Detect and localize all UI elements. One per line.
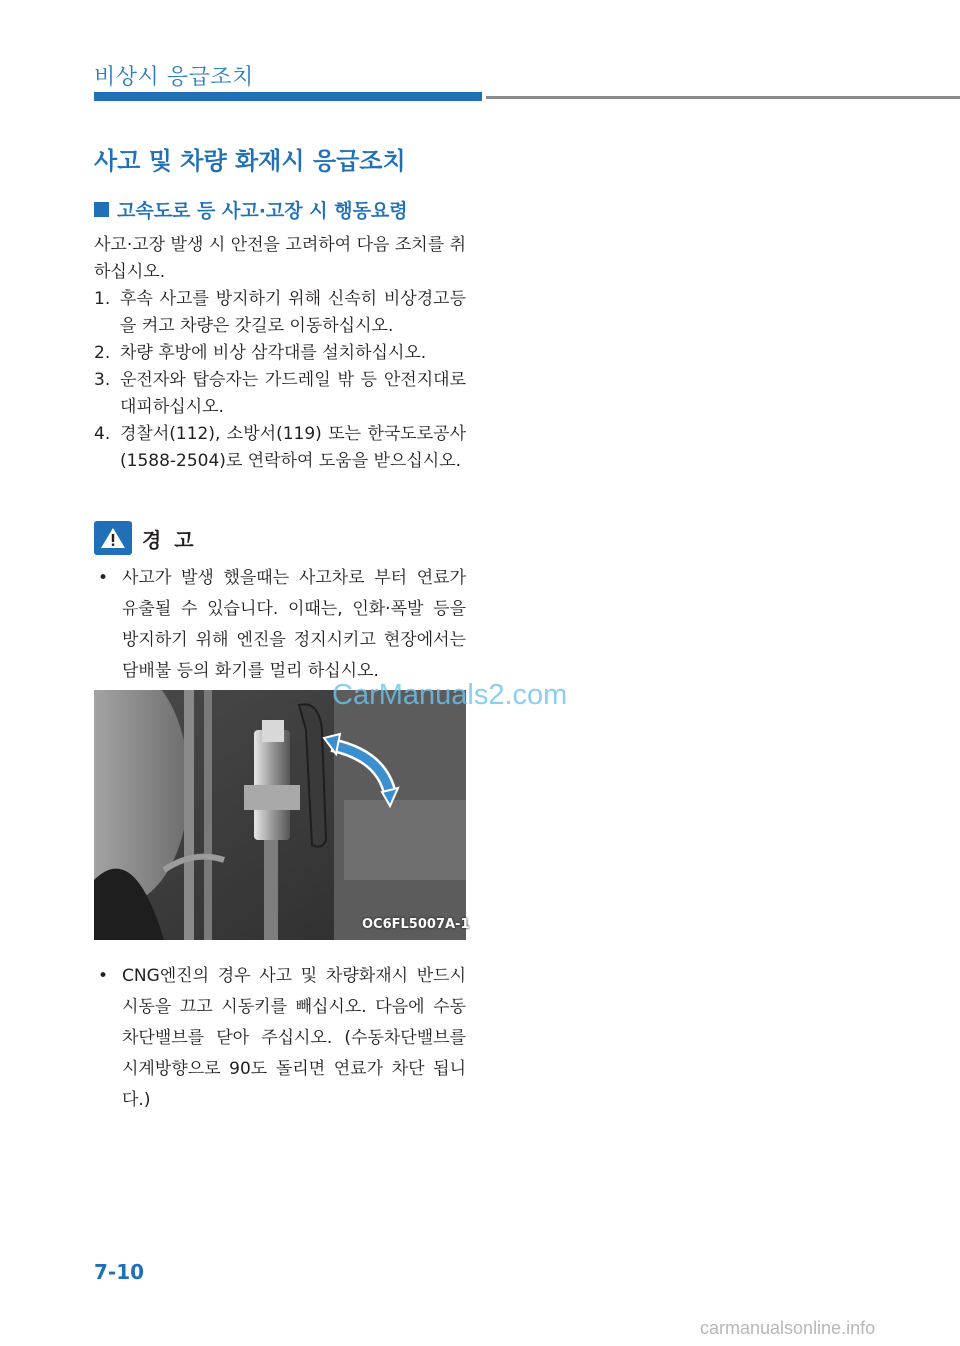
warning-heading	[94, 521, 197, 555]
warning-label: 경 고	[142, 527, 197, 552]
list-item	[94, 340, 466, 367]
list-item	[94, 961, 466, 1116]
step-number: 3.	[94, 370, 111, 390]
running-header: 비상시 응급조치	[94, 65, 254, 90]
step-text: 후속 사고를 방지하기 위해 신속히 비상경고등을 켜고 차량은 갓길로 이동하십시오.	[120, 289, 466, 336]
header-rule-gray	[486, 96, 960, 99]
step-number: 2.	[94, 343, 111, 363]
intro-paragraph: 사고·고장 발생 시 안전을 고려하여 다음 조치를 취하십시오.	[94, 235, 466, 282]
cng-bullets	[94, 961, 466, 1116]
step-number: 4.	[94, 424, 111, 444]
warning-triangle-icon	[94, 521, 132, 555]
subsection-heading	[94, 196, 408, 223]
warning-bullets	[94, 563, 466, 687]
list-item	[94, 367, 466, 421]
cng-text: CNG엔진의 경우 사고 및 차량화재시 반드시 시동을 끄고 시동키를 빼십시오. 다음에 수동차단밸브를 닫아 주십시오. (수동차단밸브를 시계방향으로 90도 돌리면 연료가 차단 됩니다.)	[122, 966, 466, 1110]
section-title: 사고 및 차량 화재시 응급조치	[94, 147, 406, 175]
list-item	[94, 563, 466, 687]
figure-code: OC6FL5007A-1	[362, 917, 470, 932]
footer-watermark: carmanualsonline.info	[700, 1318, 876, 1338]
valve-photo	[94, 690, 466, 940]
warning-text: 사고가 발생 했을때는 사고차로 부터 연료가 유출될 수 있습니다. 이때는, 인화·폭발 등을 방지하기 위해 엔진을 정지시키고 현장에서는 담배불 등의 화기를 멀리 하십시오.	[122, 568, 466, 681]
step-number: 1.	[94, 289, 111, 309]
subsection-title: 고속도로 등 사고·고장 시 행동요령	[117, 200, 408, 222]
list-item	[94, 421, 466, 475]
step-text: 운전자와 탑승자는 가드레일 밖 등 안전지대로 대피하십시오.	[120, 370, 466, 417]
page-number: 7-10	[94, 1260, 145, 1284]
step-text: 차량 후방에 비상 삼각대를 설치하십시오.	[120, 343, 427, 363]
header-rule-blue	[94, 92, 482, 101]
bullet-dot-icon: •	[98, 966, 109, 986]
square-bullet-icon	[94, 202, 109, 217]
watermark-text: CarManuals2.com	[332, 679, 568, 711]
steps-list	[94, 286, 466, 475]
step-text: 경찰서(112), 소방서(119) 또는 한국도로공사(1588-2504)로 연락하여 도움을 받으십시오.	[120, 424, 466, 471]
list-item	[94, 286, 466, 340]
bullet-dot-icon: •	[98, 568, 109, 588]
